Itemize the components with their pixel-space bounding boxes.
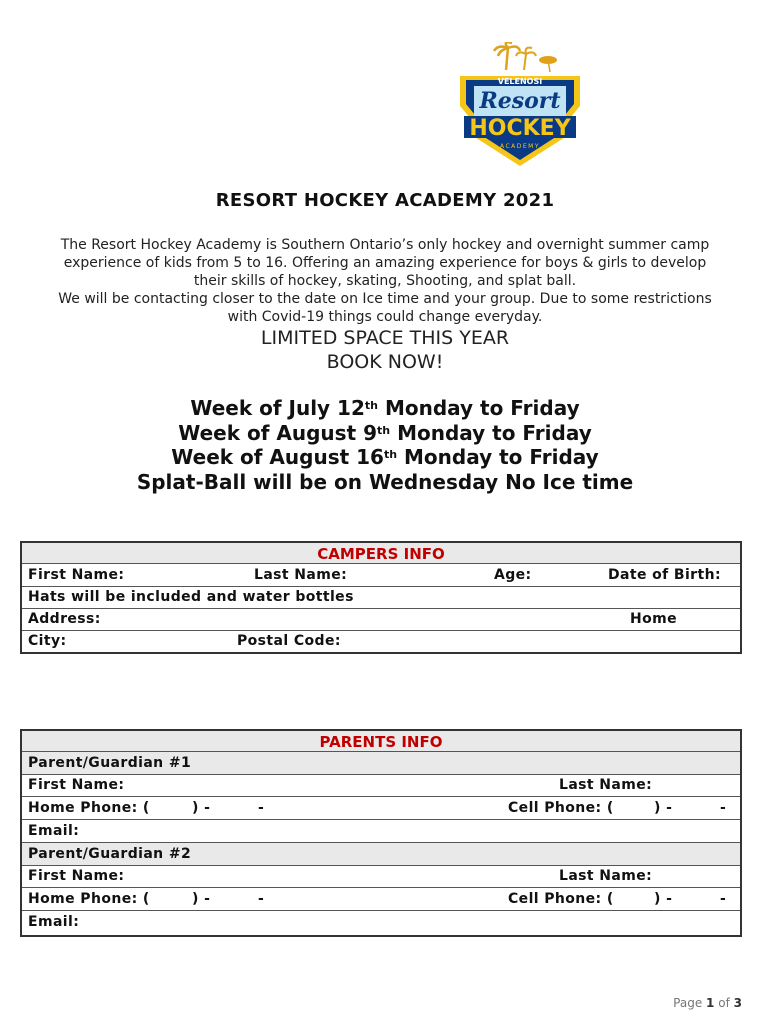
guardian-2-name-row[interactable]	[22, 866, 740, 888]
logo-sub-text: ACADEMY	[499, 143, 541, 150]
campers-info-form	[20, 541, 742, 654]
address-row[interactable]	[22, 609, 740, 631]
parents-info-header: PARENTS INFO	[22, 731, 740, 752]
age-label: Age:	[494, 567, 532, 583]
first-name-label: First Name:	[28, 777, 125, 793]
cell-phone-label: Cell Phone: (	[508, 800, 614, 816]
limited-space-notice	[0, 326, 770, 374]
home-phone-paren: ) -	[192, 800, 211, 816]
cell-phone-dash: -	[720, 891, 727, 907]
intro-line: experience of kids from 5 to 16. Offering an amazing experience for boys & girls to develop	[63, 255, 707, 271]
intro-paragraph	[20, 236, 750, 326]
first-name-label: First Name:	[28, 868, 125, 884]
guardian-1-heading-row	[22, 752, 740, 775]
logo-top-text: VELENOSI	[497, 77, 543, 86]
intro-line: with Covid-19 things could change everyday.	[227, 309, 543, 325]
last-name-label: Last Name:	[254, 567, 348, 583]
limited-line: LIMITED SPACE THIS YEAR	[260, 327, 510, 349]
home-phone-label: Home Phone: (	[28, 800, 150, 816]
guardian-2-heading-row	[22, 843, 740, 866]
guardian-1-email-row[interactable]	[22, 820, 740, 843]
guardian-2-label: Parent/Guardian #2	[28, 846, 192, 862]
week-line: Week of August 16th Monday to Friday	[171, 445, 599, 469]
home-phone-paren: ) -	[192, 891, 211, 907]
guardian-2-email-row[interactable]	[22, 911, 740, 935]
cell-phone-paren: ) -	[654, 800, 673, 816]
page-number: Page 1 of 3	[673, 996, 742, 1010]
home-label: Home	[630, 611, 678, 627]
palm-tree-icon	[494, 42, 557, 72]
last-name-label: Last Name:	[559, 777, 653, 793]
guardian-1-label: Parent/Guardian #1	[28, 755, 192, 771]
home-phone-label: Home Phone: (	[28, 891, 150, 907]
dob-label: Date of Birth:	[608, 567, 721, 583]
parents-info-form	[20, 729, 742, 937]
guardian-1-name-row[interactable]	[22, 775, 740, 797]
cell-phone-label: Cell Phone: (	[508, 891, 614, 907]
guardian-1-phone-row[interactable]	[22, 797, 740, 820]
week-line: Week of July 12th Monday to Friday	[190, 396, 580, 420]
email-label: Email:	[28, 914, 80, 930]
page-title: RESORT HOCKEY ACADEMY 2021	[215, 190, 555, 211]
home-phone-dash: -	[258, 800, 265, 816]
address-label: Address:	[28, 611, 101, 627]
city-label: City:	[28, 633, 67, 649]
intro-line: We will be contacting closer to the date on Ice time and your group. Due to some restrictions	[58, 291, 712, 307]
postal-code-label: Postal Code:	[237, 633, 341, 649]
resort-hockey-academy-logo	[450, 42, 590, 168]
camper-name-row[interactable]	[22, 564, 740, 587]
first-name-label: First Name:	[28, 567, 125, 583]
hats-note-row	[22, 587, 740, 609]
week-line: Week of August 9th Monday to Friday	[178, 420, 592, 445]
email-label: Email:	[28, 823, 80, 839]
book-now-line: BOOK NOW!	[326, 351, 444, 373]
city-row[interactable]	[22, 631, 740, 652]
last-name-label: Last Name:	[559, 868, 653, 884]
cell-phone-dash: -	[720, 800, 727, 816]
guardian-2-phone-row[interactable]	[22, 888, 740, 911]
home-phone-dash: -	[258, 891, 265, 907]
hats-note: Hats will be included and water bottles	[28, 589, 354, 605]
campers-info-header: CAMPERS INFO	[22, 543, 740, 564]
logo-main-text: HOCKEY	[469, 116, 571, 141]
intro-line: The Resort Hockey Academy is Southern Ontario’s only hockey and overnight summer camp	[60, 237, 710, 253]
splat-ball-line: Splat-Ball will be on Wednesday No Ice time	[136, 469, 634, 494]
weeks-list	[0, 396, 770, 494]
cell-phone-paren: ) -	[654, 891, 673, 907]
logo-script-text: Resort	[479, 88, 561, 114]
intro-line: their skills of hockey, skating, Shooting, and splat ball.	[193, 273, 577, 289]
